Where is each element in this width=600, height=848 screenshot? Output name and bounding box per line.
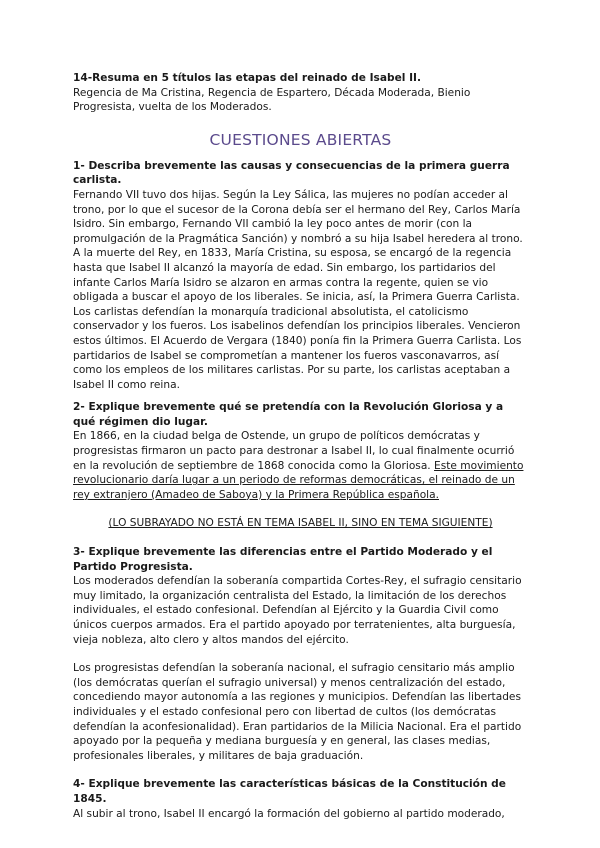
document-body — [73, 71, 528, 821]
question-14-title: 14-Resuma en 5 títulos las etapas del reinado de Isabel II. — [73, 72, 421, 84]
question-14-answer: Regencia de Ma Cristina, Regencia de Espartero, Década Moderada, Bienio Progresista, vuelta de los Moderados. — [73, 86, 471, 114]
section-title: CUESTIONES ABIERTAS — [209, 130, 392, 149]
question-2-title: 2- Explique brevemente qué se pretendía con la Revolución Gloriosa y a qué régimen dio lugar. — [73, 401, 504, 428]
question-2-answer — [73, 429, 528, 502]
question-3-paragraph-2: Los progresistas defendían la soberanía nacional, el sufragio censitario más amplio (los demócratas querían el sufragio universal) y menos centralización del estado, concediendo mayor autonomía a las regiones y municipios. Defendían las libertades individuales y el estado confesional pero con libertad de cultos (los demócratas defendían la aconfesionalidad). Eran partidarios de la Milicia Nacional. Era el partido apoyado por la pequeña y mediana burguesía y en general, las clases medias, profesionales liberales, y militares de baja graduación. — [73, 662, 522, 762]
question-1-answer: Fernando VII tuvo dos hijas. Según la Ley Sálica, las mujeres no podían acceder al trono, por lo que el sucesor de la Corona debía ser el hermano del Rey, Carlos María Isidro. Sin embargo, Fernando VII cambió la ley poco antes de morir (con la promulgación de la Pragmática Sanción) y nombró a su hija Isabel heredera al trono. A la muerte del Rey, en 1833, María Cristina, su esposa, se encargó de la regencia hasta que Isabel II alcanzó la mayoría de edad. Sin embargo, los partidarios del infante Carlos María Isidro se alzaron en armas contra la regente, quien se vio obligada a buscar el apoyo de los liberales. Se inicia, así, la Primera Guerra Carlista. Los carlistas defendían la monarquía tradicional absolutista, el catolicismo conservador y los fueros. Los isabelinos defendían los principios liberales. Vencieron estos últimos. El Acuerdo de Vergara (1840) ponía fin la Primera Guerra Carlista. Los partidarios de Isabel se comprometían a mantener los fueros vasconavarros, así como los empleos de los militares carlistas. Por su parte, los carlistas aceptaban a Isabel II como reina. — [73, 188, 523, 391]
question-4-title: 4- Explique brevemente las características básicas de la Constitución de 1845. — [73, 778, 506, 805]
question-2-answer-underlined: Este movimiento revolucionario daría lugar a un periodo de reformas democráticas, el reinado de un rey extranjero (Amadeo de Saboya) y la Primera República española. — [73, 459, 524, 501]
question-1-title: 1- Describa brevemente las causas y consecuencias de la primera guerra carlista. — [73, 159, 510, 187]
question-3-title: 3- Explique brevemente las diferencias entre el Partido Moderado y el Partido Progresista. — [73, 546, 493, 573]
question-3-paragraph-1: Los moderados defendían la soberanía compartida Cortes-Rey, el sufragio censitario muy limitado, la organización centralista del Estado, la limitación de los derechos individuales, el estado confesional. Defendían al Ejército y la Guardia Civil como únicos cuerpos armados. Era el partido apoyado por terratenientes, alta burguesía, vieja nobleza, alto clero y altos mandos del ejército. — [73, 575, 522, 646]
question-2-answer-plain: En 1866, en la ciudad belga de Ostende, un grupo de políticos demócratas y progresistas firmaron un pacto para destronar a Isabel II, lo cual finalmente ocurrió en la revolución de septiembre de 1868 conocida como la Gloriosa. — [73, 430, 515, 472]
underline-note: (LO SUBRAYADO NO ESTÁ EN TEMA ISABEL II, SINO EN TEMA SIGUIENTE) — [108, 517, 493, 530]
question-4-answer: Al subir al trono, Isabel II encargó la formación del gobierno al partido moderado, — [73, 807, 505, 820]
